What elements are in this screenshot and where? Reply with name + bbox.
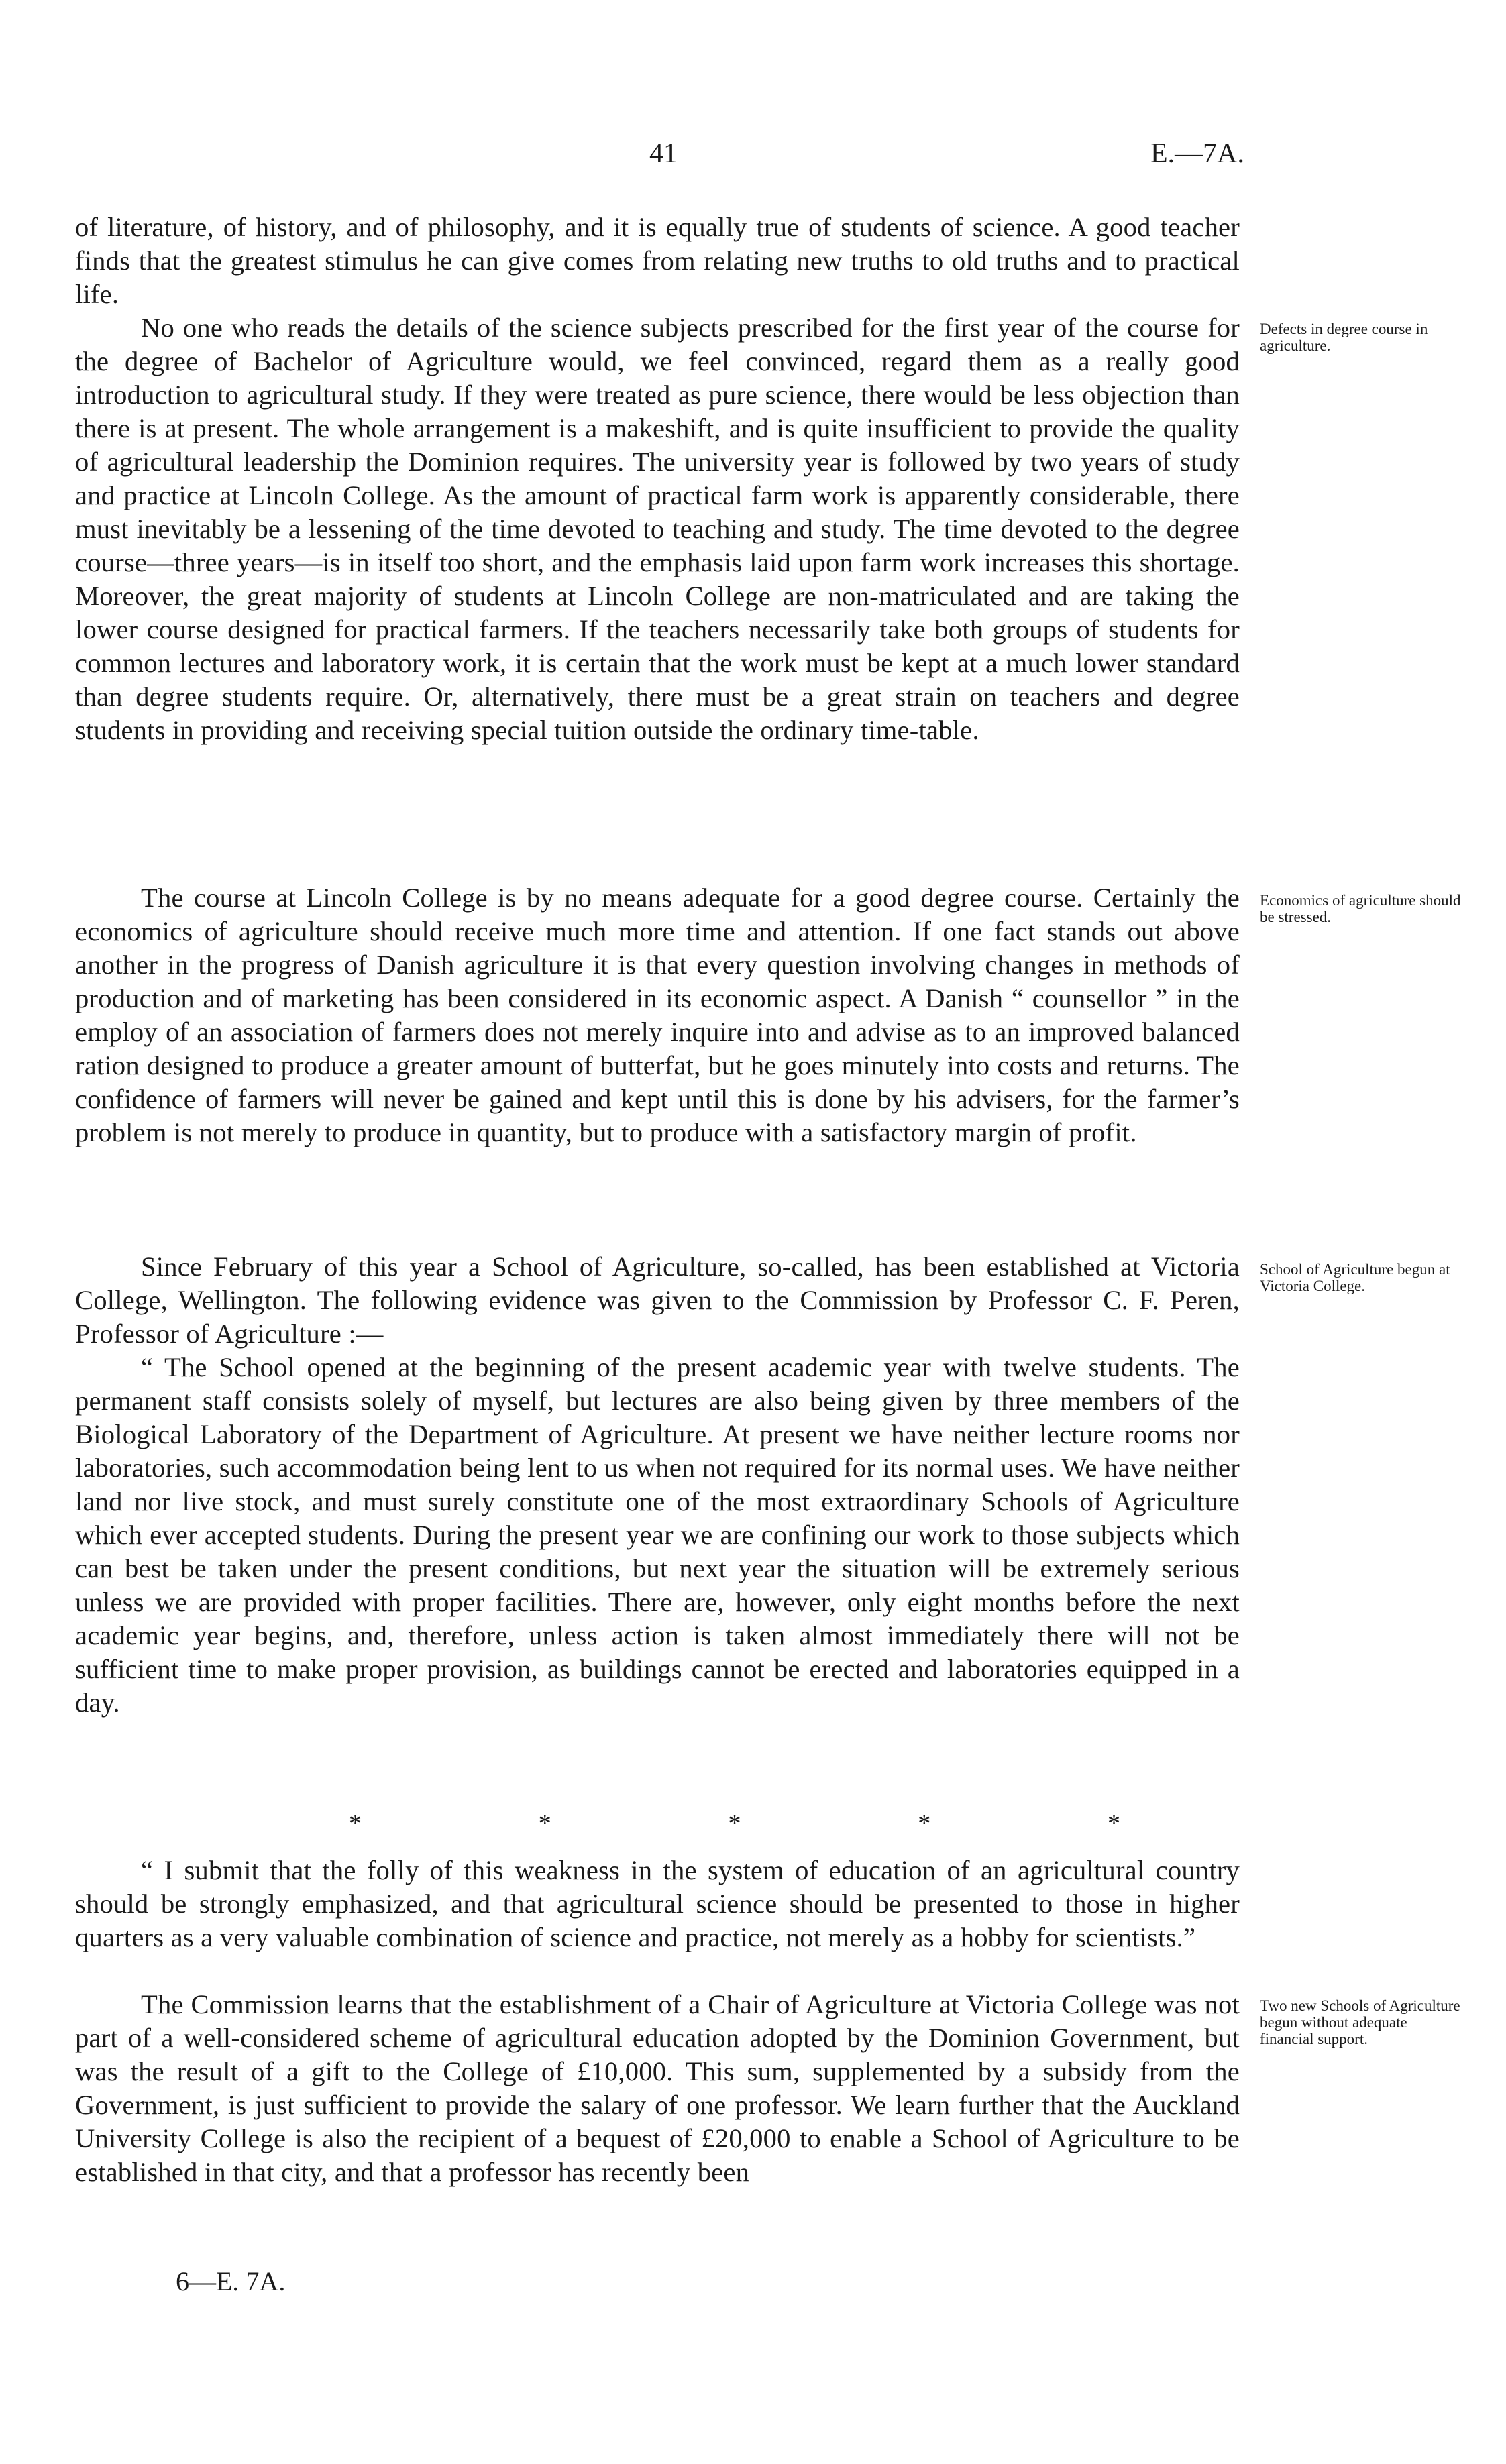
separator-star: * [728, 1809, 741, 1838]
paragraph-2: No one who reads the details of the science subjects prescribed for the first year of the course for the degree of Bachelor of Agriculture would, we feel convinced, regard them as a really good introduction to agricultural study. If they were treated as pure science, there would be less objection than there is at present. The whole arrangement is a makeshift, and is quite insufficient to provide the quality of agricultural leadership the Dominion requires. The university year is followed by two years of study and practice at Lincoln College. As the amount of practical farm work is apparently considerable, there must inevitably be a lessening of the time devoted to teaching and study. The time devoted to the degree course—three years—is in itself too short, and the emphasis laid upon farm work increases this shortage. Moreover, the great majority of students at Lincoln College are non-matriculated and are taking the lower course designed for practical farmers. If the teachers necessarily take both groups of students for common lectures and laboratory work, it is certain that the work must be kept at a much lower standard than degree students require. Or, alternatively, there must be a great strain on teachers and degree students in providing and receiving special tuition outside the ordinary time-table. [75, 313, 1240, 745]
margin-note-new-schools: Two new Schools of Agriculture begun without adequate financial support. [1260, 1997, 1460, 2048]
paragraph-4: Since February of this year a School of Agriculture, so-called, has been established at Victoria College, Wellington. The following evidence was given to the Commission by Professor C. F. Peren, Professor of Agriculture :— [75, 1251, 1240, 1349]
margin-note-defects: Defects in degree course in agriculture. [1260, 321, 1428, 354]
paragraph-1: of literature, of history, and of philosophy, and it is equally true of students of science. A good teacher finds that the greatest stimulus he can give comes from relating new truths to old truths and to practical life. [75, 212, 1240, 309]
margin-note-victoria: School of Agriculture begun at Victoria College. [1260, 1261, 1450, 1294]
separator-star: * [538, 1809, 551, 1838]
signature-mark: 6—E. 7A. [176, 2266, 286, 2296]
paragraph-7: The Commission learns that the establishment of a Chair of Agriculture at Victoria College was not part of a well-considered scheme of agricultural education adopted by the Dominion Government, but was the result of a gift to the College of £10,000. This sum, supplemented by a subsidy from the Government, is just sufficient to provide the salary of one professor. We learn further that the Auckland University College is also the recipient of a bequest of £20,000 to enable a School of Agriculture to be established in that city, and that a professor has recently been [75, 1989, 1240, 2187]
separator-star: * [349, 1809, 362, 1838]
section-separator [349, 1810, 1120, 1837]
page-number: 41 [649, 138, 678, 169]
separator-star: * [1108, 1809, 1120, 1838]
paragraph-5-quote: “ The School opened at the beginning of the present academic year with twelve students. The permanent staff consists solely of myself, but lectures are also being given by three members of the Biological Laboratory of the Department of Agriculture. At present we have neither lecture rooms nor laboratories, such accommodation being lent to us when not required for its normal uses. We have neither land nor live stock, and must surely constitute one of the most extraordinary Schools of Agriculture which ever accepted students. During the present year we are confining our work to those subjects which can best be taken under the present conditions, but next year the situation will be extremely serious unless we are provided with proper facilities. There are, however, only eight months before the next academic year begins, and, therefore, unless action is taken almost immediately there will not be sufficient time to make proper provision, as buildings cannot be erected and laboratories equipped in a day. [75, 1352, 1240, 1718]
document-reference: E.—7A. [1150, 138, 1244, 169]
paragraph-3: The course at Lincoln College is by no means adequate for a good degree course. Certainly the economics of agriculture should receive much more time and attention. If one fact stands out above another in the progress of Danish agriculture it is that every question involving changes in methods of production and of marketing has been considered in its economic aspect. A Danish “ counsellor ” in the employ of an association of farmers does not merely inquire into and advise as to an improved balanced ration designed to produce a greater amount of butterfat, but he goes minutely into costs and returns. The confidence of farmers will never be gained and kept until this is done by his advisers, for the farmer’s problem is not merely to produce in quantity, but to produce with a satisfactory margin of profit. [75, 883, 1240, 1147]
paragraph-6-quote: “ I submit that the folly of this weakness in the system of education of an agricultural country should be strongly emphasized, and that agricultural science should be presented to those in higher quarters as a very valuable combination of science and practice, not merely as a hobby for scientists.” [75, 1855, 1240, 1952]
separator-star: * [918, 1809, 931, 1838]
margin-note-economics: Economics of agriculture should be stressed. [1260, 892, 1461, 926]
